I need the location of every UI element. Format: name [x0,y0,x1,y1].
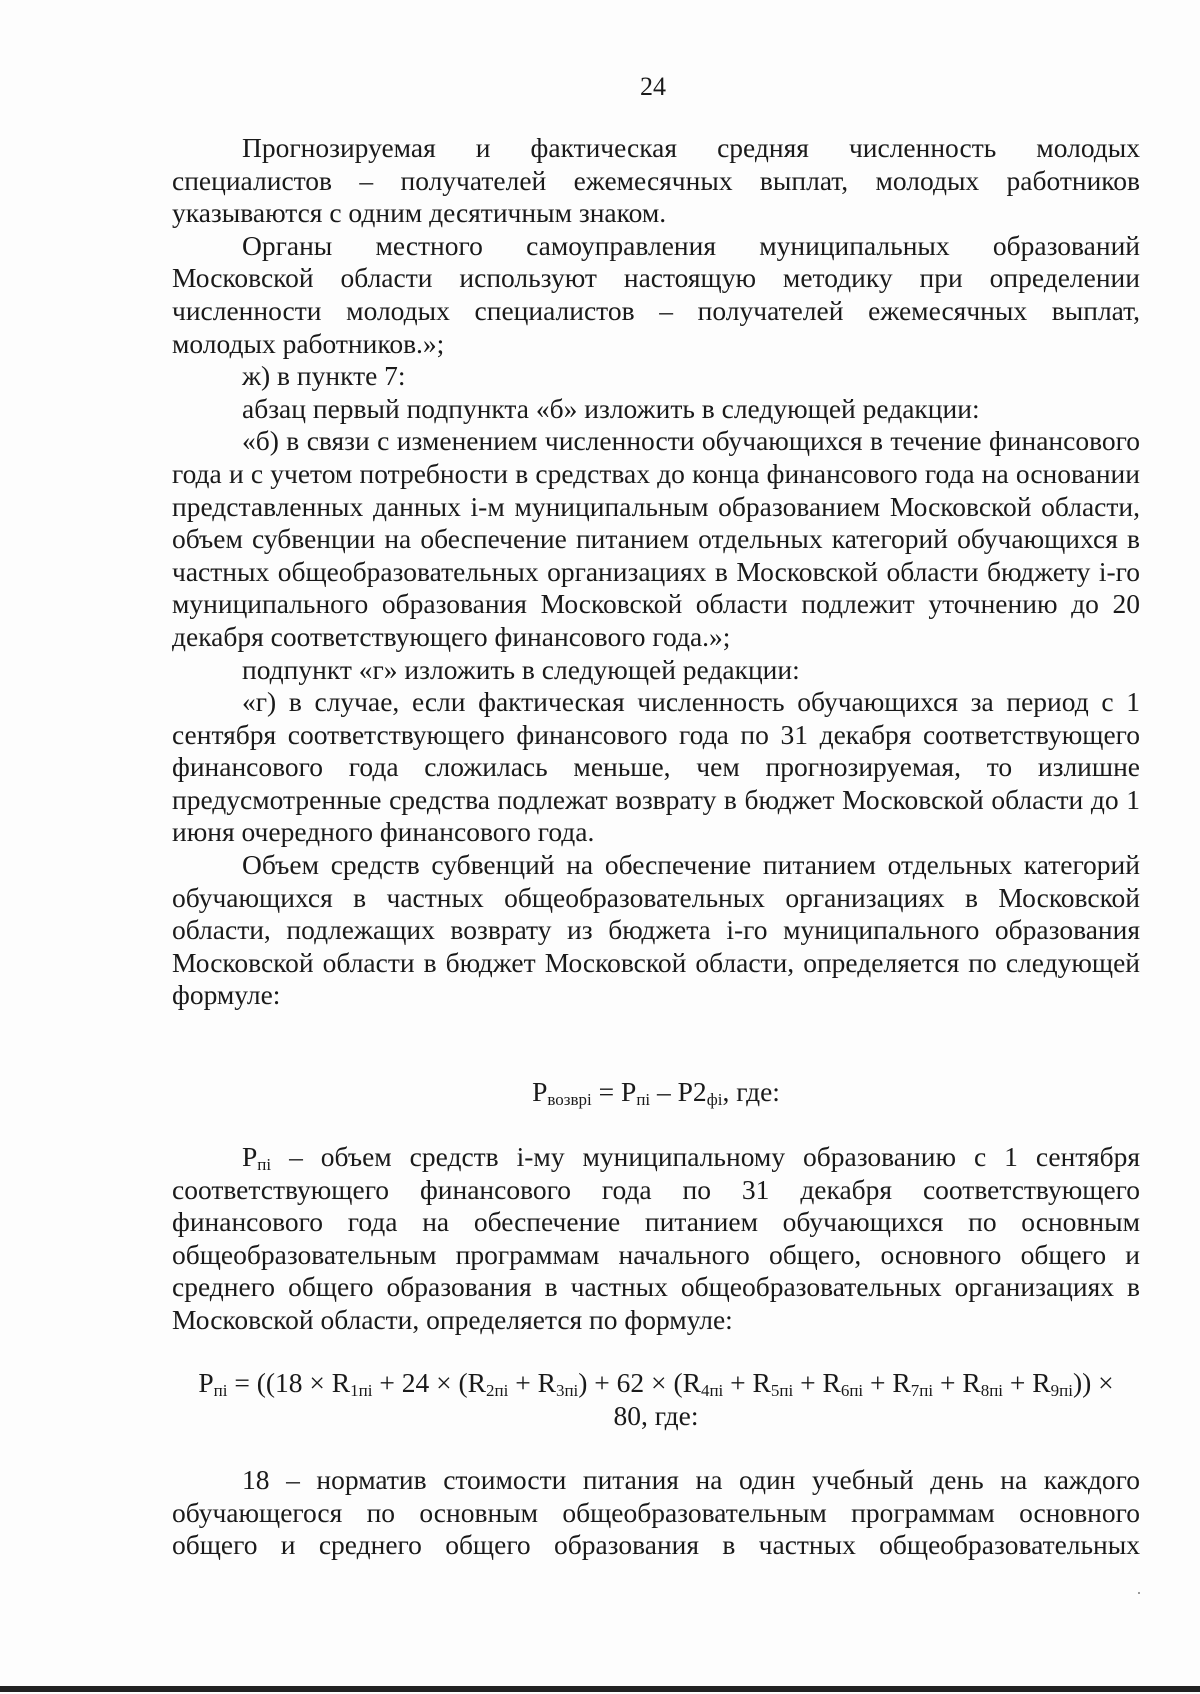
formula-term-8: ) + 62 × (R [578,1367,701,1398]
formula-p-calculation [172,1367,1140,1432]
scan-bottom-edge [0,1686,1200,1692]
body-text-top [172,132,1140,1012]
paragraph-subitem-g-text: «г) в случае, если фактическая численность обучающихся за период с 1 сентября соответствующего финансового года по 31 декабря соответствующего финансового года сложилась меньше, чем прогнозируемая, то излишне предусмотренные средства подлежат возврату в бюджет Московской области до 1 июня очередного финансового года. [172,686,1140,848]
formula-term-0: P [198,1367,214,1398]
formula-subscript-7: 3пi [555,1381,579,1400]
paragraph-subitem-g-intro: подпункт «г» изложить в следующей редакции: [242,653,800,685]
formula-subscript-15: 7пi [910,1381,934,1400]
formula-refund: $P_{возврi} = P_{пi} - P2_{фi}$, где: [532,1076,780,1109]
paragraph-forecast-count: Прогнозируемая и фактическая средняя численность молодых специалистов – получателей ежемесячных выплат, молодых работников указываются с одним десятичным знаком. [172,132,1140,229]
formula-subscript-17: 8пi [980,1381,1004,1400]
scan-artifact [1138,1592,1140,1594]
formula-term-4: + 24 × (R [372,1367,486,1398]
paragraph-subitem-b-text: «б) в связи с изменением численности обучающихся в течение финансового года и с учетом потребности в средствах до конца финансового года на основании представленных данных i-м муниципальным образованием Московской области, объем субвенции на обеспечение питанием отдельных категорий обучающихся в частных общеобразовательных организациях в Московской области бюджету i-го муниципального образования Московской области подлежит уточнению до 20 декабря соответствующего финансового года.»; [172,425,1140,652]
formula-subscript-11: 5пi [770,1381,794,1400]
formula-subscript-1: пi [213,1381,228,1400]
body-text-middle [172,1141,1140,1337]
formula-term-20: )) × [1072,1367,1114,1398]
body-text-bottom [172,1464,1140,1562]
formula-term-12: + R [793,1367,841,1398]
paragraph-refund-volume: Объем средств субвенций на обеспечение питанием отдельных категорий обучающихся в частных общеобразовательных организациях в Московской области, подлежащих возврату из бюджета i-го муниципального образования Московской области в бюджет Московской области, определяется по следующей формуле: [172,849,1140,1011]
formula-subscript-5: 2пi [486,1381,509,1400]
formula-line-2: 80, где: [613,1399,699,1431]
formula-term-14: + R [863,1367,911,1398]
paragraph-p-term-definition: $P_{пi}$ – объем средств i-му муниципальному образованию с 1 сентября соответствующего финансового года по 31 декабря соответствующего финансового года на обеспечение питанием обучающихся по основным общеобразовательным программам начального общего, основного общего и среднего общего образования в частных общеобразовательных организациях в Московской области, определяется по формуле: [172,1141,1140,1335]
formula-subscript-19: 9пi [1050,1381,1073,1400]
formula-term-10: + R [723,1367,771,1398]
paragraph-subitem-b-intro: абзац первый подпункта «б» изложить в следующей редакции: [242,392,980,424]
formula-term-2: = ((18 × R [227,1367,351,1398]
paragraph-norm-18: 18 – норматив стоимости питания на один учебный день на каждого обучающегося по основным общеобразовательным программам основного общего и среднего общего образования в частных общеобразовательных [172,1464,1140,1561]
formula-term-6: + R [508,1367,556,1398]
formula-subscript-13: 6пi [840,1381,864,1400]
formula-subscript-9: 4пi [700,1381,724,1400]
page-number: 24 [640,72,666,101]
formula-subscript-3: 1пi [350,1381,373,1400]
paragraph-local-authorities: Органы местного самоуправления муниципальных образований Московской области используют настоящую методику при определении численности молодых специалистов – получателей ежемесячных выплат, молодых работников.»; [172,229,1140,359]
formula-term-18: + R [1003,1367,1051,1398]
paragraph-item-zh: ж) в пункте 7: [242,360,406,392]
formula-term-16: + R [933,1367,981,1398]
formula-line-1 [172,1367,1140,1400]
